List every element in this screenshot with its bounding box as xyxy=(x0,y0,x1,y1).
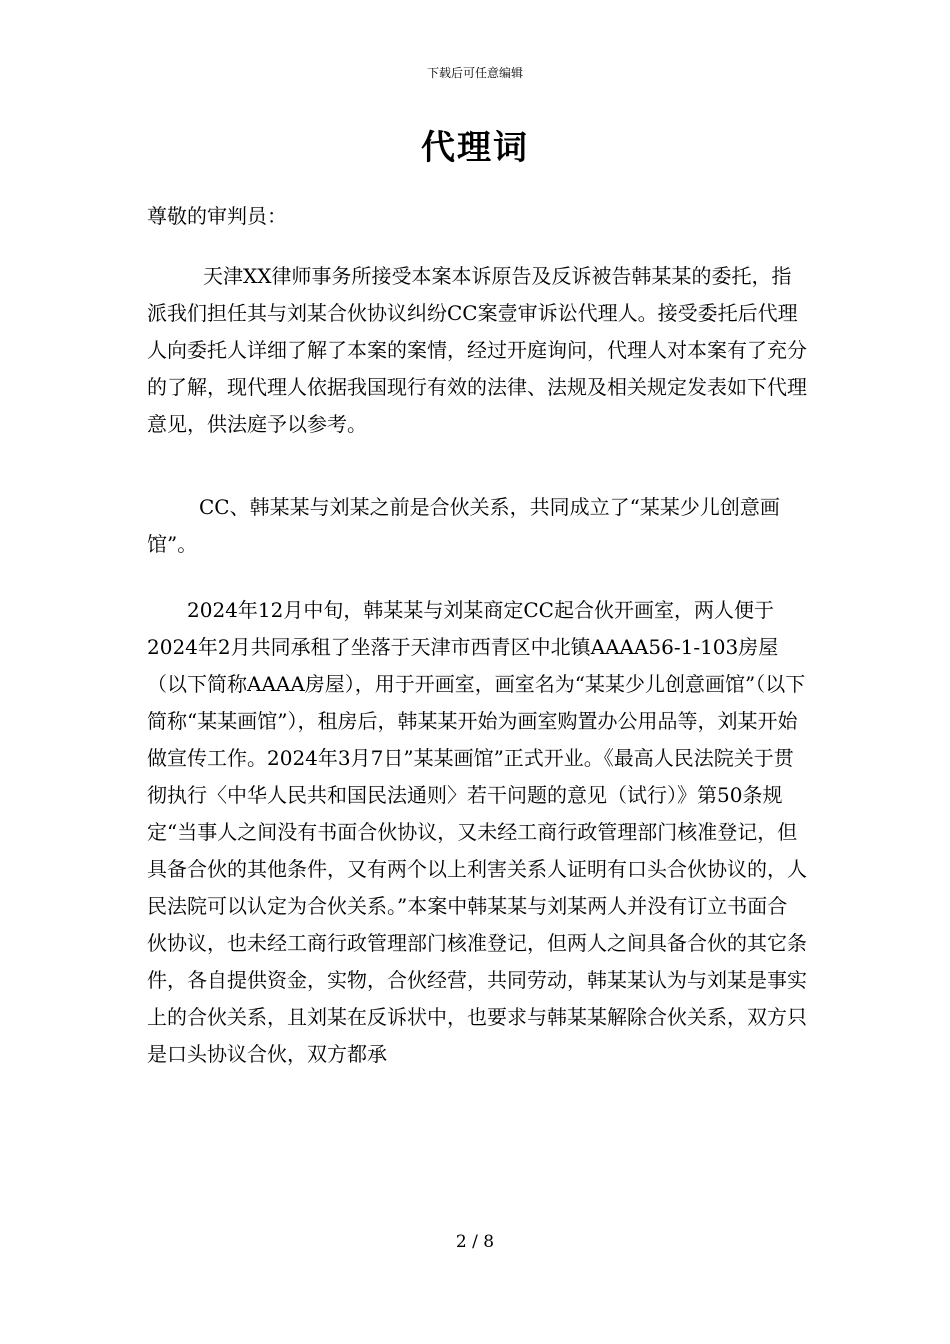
paragraph-2 xyxy=(147,489,807,563)
page-number: 2 / 8 xyxy=(455,1232,495,1252)
salutation xyxy=(147,198,807,235)
paragraph-text: 天津XX律师事务所接受本案本诉原告及反诉被告韩某某的委托，指派我们担任其与刘某合伙协议纠纷CC案壹审诉讼代理人。接受委托后代理人向委托人详细了解了本案的案情，经过开庭询问，代理人对本案有了充分的了解，现代理人依据我国现行有效的法律、法规及相关规定发表如下代理意见，供法庭予以参考。 xyxy=(147,264,807,436)
salutation-text: 尊敬的审判员： xyxy=(147,204,287,228)
paragraph-text: 2024年12月中旬，韩某某与刘某商定CC起合伙开画室，两人便于2024年2月共同承租了坐落于天津市西青区中北镇AAAA56-1-103房屋（以下简称AAAA房屋），用于开画室，画室名为“某某少儿创意画馆”（以下简称“某某画馆”），租房后，韩某某开始为画室购置办公用品等，刘某开始做宣传工作。2024年3月7日”某某画馆”正式开业。《最高人民法院关于贯彻执行〈中华人民共和国民法通则〉若干问题的意见（试行）》第50条规定“当事人之间没有书面合伙协议，又未经工商行政管理部门核准登记，但具备合伙的其他条件，又有两个以上利害关系人证明有口头合伙协议的，人民法院可以认定为合伙关系。”本案中韩某某与刘某两人并没有订立书面合伙协议，也未经工商行政管理部门核准登记，但两人之间具备合伙的其它条件，各自提供资金，实物，合伙经营，共同劳动，韩某某认为与刘某是事实上的合伙关系，且刘某在反诉状中，也要求与韩某某解除合伙关系，双方只是口头协议合伙，双方都承 xyxy=(147,598,807,1066)
paragraph-3 xyxy=(147,592,807,1073)
paragraph-1 xyxy=(147,258,807,443)
document-title: 代理词 xyxy=(421,128,529,168)
header-note: 下载后可任意编辑 xyxy=(426,66,523,80)
paragraph-text: CC、韩某某与刘某之前是合伙关系，共同成立了“某某少儿创意画馆”。 xyxy=(147,495,780,556)
